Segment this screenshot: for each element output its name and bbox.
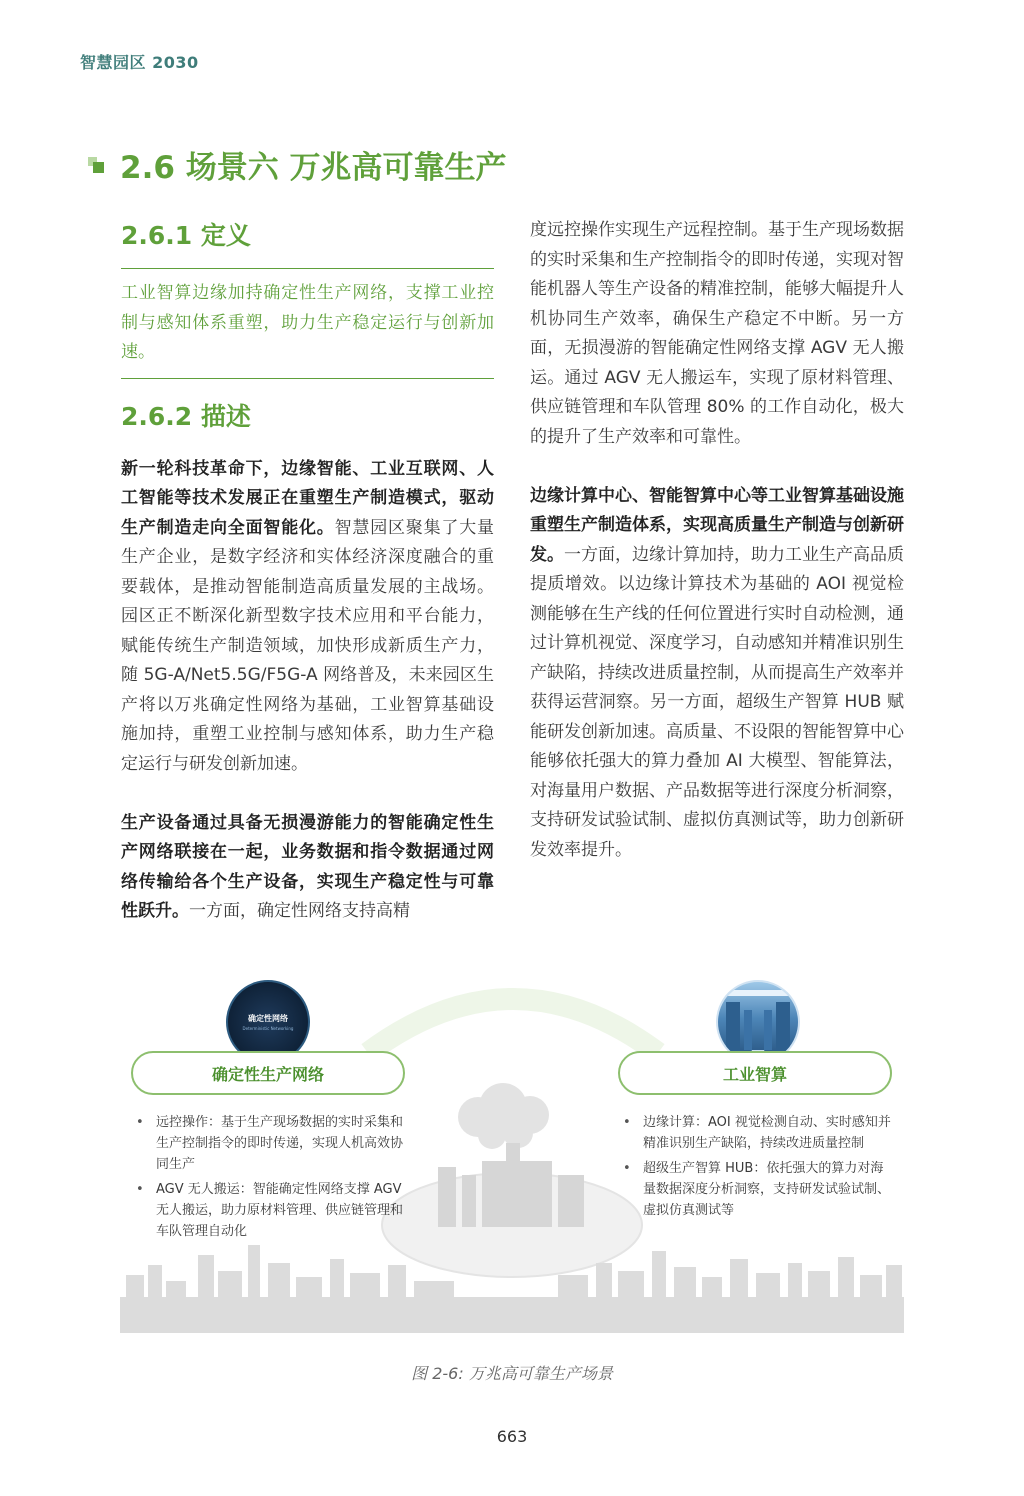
- paragraph-3-lead: 边缘计算中心、智能智算中心等工业智算基础设施重塑生产制造体系，实现高质量生产制造与创新研发。: [530, 485, 904, 565]
- badge-subtitle: Deterministic Networking: [242, 1026, 294, 1031]
- section-title-text: 2.6 场景六 万兆高可靠生产: [120, 150, 507, 186]
- paragraph-2-body-end: 度远控操作实现生产远程控制。基于生产现场数据的实时采集和生产控制指令的即时传递，实现对智能机器人等生产设备的精准控制，能够大幅提升人机协同生产效率，确保生产稳定不中断。另一方面，无损漫游的智能确定性网络支撑 AGV 无人搬运。通过 AGV 无人搬运车，实现了原材料管理、供应链管理和车队管理 80% 的工作自动化，极大的提升了生产效率和可靠性。: [530, 220, 904, 447]
- connection-arc: [368, 999, 658, 1053]
- paragraph-2-continued: [530, 216, 904, 452]
- paragraph-2-lead: 生产设备通过具备无损漫游能力的智能确定性生产网络联接在一起，业务数据和指令数据通过网络传输给各个生产设备，实现生产稳定性与可靠性跃升。: [121, 812, 494, 921]
- section-title: [88, 142, 507, 187]
- paragraph-2-body-start: 一方面，确定性网络支持高精: [189, 901, 410, 921]
- paragraph-3-body: 一方面，边缘计算加持，助力工业生产高品质提质增效。以边缘计算技术为基础的 AOI 视觉检测能够在生产线的任何位置进行实时自动检测，通过计算机视觉、深度学习，自动感知并精准识别生产缺陷，持续改进质量控制，从而提高生产效率并获得运营洞察。另一方面，超级生产智算 HUB 赋能研发创新加速。高质量、不设限的智能智算中心能够依托强大的算力叠加 AI 大模型、智能算法，对海量用户数据、产品数据等进行深度分析洞察，支持研发试验试制、虚拟仿真测试等，助力创新研发效率提升。: [530, 544, 904, 860]
- paragraph-3: [530, 482, 904, 866]
- server-aisle-icon: [718, 982, 798, 1062]
- list-item: • 远控操作：基于生产现场数据的实时采集和生产控制指令的即时传递，实现人机高效协同生产: [136, 1112, 406, 1175]
- running-header: 智慧园区 2030: [80, 53, 199, 72]
- deterministic-network-label: 确定性生产网络: [131, 1051, 405, 1095]
- paragraph-1-lead: 新一轮科技革命下，边缘智能、工业互联网、人工智能等技术发展正在重塑生产制造模式，驱动生产制造走向全面智能化。: [121, 458, 494, 538]
- smoke-cloud-icon: [458, 1083, 549, 1149]
- paragraph-1-body: 智慧园区聚集了大量生产企业，是数字经济和实体经济深度融合的重要载体，是推动智能制造高质量发展的主战场。园区正不断深化新型数字技术应用和平台能力，赋能传统生产制造领域，加快形成新质生产力，随 5G-A/Net5.5G/F5G-A 网络普及，未来园区生产将以万兆确定性网络为基础，工业智算基础设施加持，重塑工业控制与感知体系，助力生产稳定运行与研发创新加速。: [121, 517, 495, 774]
- description-title: 2.6.2 描述: [121, 401, 251, 431]
- left-column: [121, 218, 494, 927]
- definition-text: 工业智算边缘加持确定性生产网络，支撑工业控制与感知体系重塑，助力生产稳定运行与创新加速。: [121, 268, 494, 379]
- list-item: • 边缘计算：AOI 视觉检测自动、实时感知并精准识别生产缺陷，持续改进质量控制: [623, 1112, 893, 1154]
- list-item: • 超级生产智算 HUB：依托强大的算力对海量数据深度分析洞察，支持研发试验试制、虚拟仿真测试等: [623, 1158, 893, 1221]
- paragraph-1: [121, 455, 494, 780]
- industrial-computing-label: 工业智算: [618, 1051, 892, 1095]
- left-bullet-list: [136, 1112, 406, 1246]
- right-column: [530, 216, 904, 865]
- figure-caption: 图 2-6: 万兆高可靠生产场景: [411, 1364, 613, 1383]
- scenario-figure: [118, 975, 906, 1335]
- section-marker-icon: [88, 157, 108, 177]
- right-bullet-list: [623, 1112, 893, 1225]
- list-item: • AGV 无人搬运：智能确定性网络支撑 AGV 无人搬运，助力原材料管理、供应链管理和车队管理自动化: [136, 1179, 406, 1242]
- paragraph-2: [121, 809, 494, 927]
- badge-title: 确定性网络: [248, 1014, 288, 1023]
- page-number: 663: [496, 1427, 528, 1446]
- definition-title: 2.6.1 定义: [121, 221, 251, 250]
